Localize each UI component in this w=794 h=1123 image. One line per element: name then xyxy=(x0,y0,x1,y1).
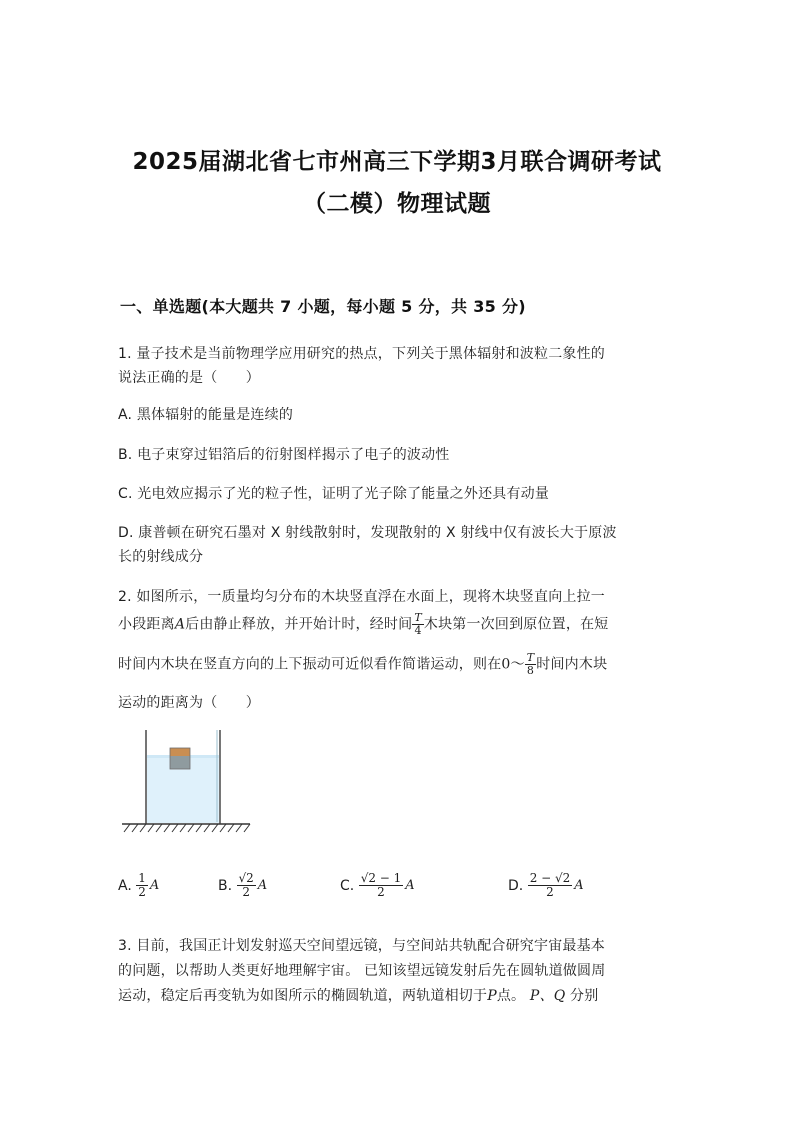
zero: 0 xyxy=(501,656,511,673)
fraction-denominator: 2 xyxy=(528,885,573,899)
fraction-denominator: 8 xyxy=(525,664,537,677)
fraction-numerator: √2 xyxy=(238,871,254,885)
q2-stem-line1: 2. 如图所示，一质量均匀分布的木块竖直浮在水面上，现将木块竖直向上拉一 xyxy=(118,589,606,605)
amplitude-variable: A xyxy=(574,878,584,894)
amplitude-variable: A xyxy=(257,878,268,894)
option-b-fraction xyxy=(237,872,256,899)
tilde: ～ xyxy=(510,656,525,673)
q2-option-d xyxy=(508,872,584,899)
q1-stem-line2: 说法正确的是（ ） xyxy=(118,370,260,386)
q3-text: 点。 xyxy=(496,988,526,1004)
option-label: C. xyxy=(340,877,355,894)
q2-text: 木块第一次回到原位置，在短 xyxy=(423,616,609,633)
q2-stem-line2 xyxy=(118,612,608,637)
fraction-numerator: T xyxy=(414,611,422,624)
q3-text: 分别 xyxy=(570,988,599,1004)
q1-option-c: C. 光电效应揭示了光的粒子性，证明了光子除了能量之外还具有动量 xyxy=(118,486,550,502)
fraction-t-over-4 xyxy=(412,612,424,637)
ground-hatch xyxy=(124,824,250,832)
q3-stem-line3 xyxy=(118,985,598,1005)
q2-option-c xyxy=(340,872,415,899)
fraction-denominator: 4 xyxy=(412,624,424,637)
q1-option-d-line2: 长的射线成分 xyxy=(118,549,204,565)
fraction-numerator: 1 xyxy=(138,871,146,885)
option-d-fraction xyxy=(528,872,573,899)
wooden-block-top xyxy=(170,748,190,756)
q2-option-b xyxy=(218,872,267,899)
q3-stem-line1: 3. 目前，我国正计划发射巡天空间望远镜，与空间站共轨配合研究宇宙最基本 xyxy=(118,938,606,954)
section-heading: 一、单选题(本大题共 7 小题，每小题 5 分，共 35 分) xyxy=(120,297,526,316)
option-label: A. xyxy=(118,877,132,894)
amplitude-variable: A xyxy=(405,878,415,894)
q2-stem-line4: 运动的距离为（ ） xyxy=(118,695,260,711)
q1-option-a: A. 黑体辐射的能量是连续的 xyxy=(118,407,294,423)
fraction-numerator: 2 − √2 xyxy=(529,871,571,885)
q2-text: 小段距离 xyxy=(118,616,175,633)
fraction-t-over-8 xyxy=(525,652,537,677)
fraction-denominator: 2 xyxy=(237,885,256,899)
q2-text: 时间内木块 xyxy=(536,656,608,673)
q2-text: 后由静止释放，并开始计时，经时间 xyxy=(185,616,413,633)
option-label: D. xyxy=(508,877,524,894)
option-c-fraction xyxy=(359,872,404,899)
fraction-numerator: T xyxy=(526,651,535,664)
fraction-denominator: 2 xyxy=(359,885,404,899)
q2-text: 时间内木块在竖直方向的上下振动可近似看作简谐运动，则在 xyxy=(118,656,502,673)
amplitude-variable: A xyxy=(174,616,186,633)
fraction-denominator: 2 xyxy=(138,885,146,900)
q1-stem-line1: 1. 量子技术是当前物理学应用研究的热点，下列关于黑体辐射和波粒二象性的 xyxy=(118,346,606,362)
q3-text: 运动，稳定后再变轨为如图所示的椭圆轨道，两轨道相切于 xyxy=(118,988,488,1004)
fraction-numerator: √2 − 1 xyxy=(360,871,402,885)
point-p: P xyxy=(487,988,497,1004)
q1-option-b: B. 电子束穿过铝箔后的衍射图样揭示了电子的波动性 xyxy=(118,447,450,463)
option-a-fraction xyxy=(136,872,148,899)
floating-block-figure xyxy=(120,728,252,836)
q2-option-a xyxy=(118,872,159,899)
q2-stem-line3 xyxy=(118,652,607,677)
option-label: B. xyxy=(218,877,233,894)
document-title-line2: （二模）物理试题 xyxy=(303,191,491,217)
document-title-line1: 2025届湖北省七市州高三下学期3月联合调研考试 xyxy=(132,149,662,175)
q1-option-d-line1: D. 康普顿在研究石墨对 X 射线散射时，发现散射的 X 射线中仅有波长大于原波 xyxy=(118,525,617,541)
amplitude-variable: A xyxy=(149,878,160,894)
points-p-q: P、Q xyxy=(529,988,566,1004)
q3-stem-line2: 的问题，以帮助人类更好地理解宇宙。 已知该望远镜发射后先在圆轨道做圆周 xyxy=(118,963,606,979)
